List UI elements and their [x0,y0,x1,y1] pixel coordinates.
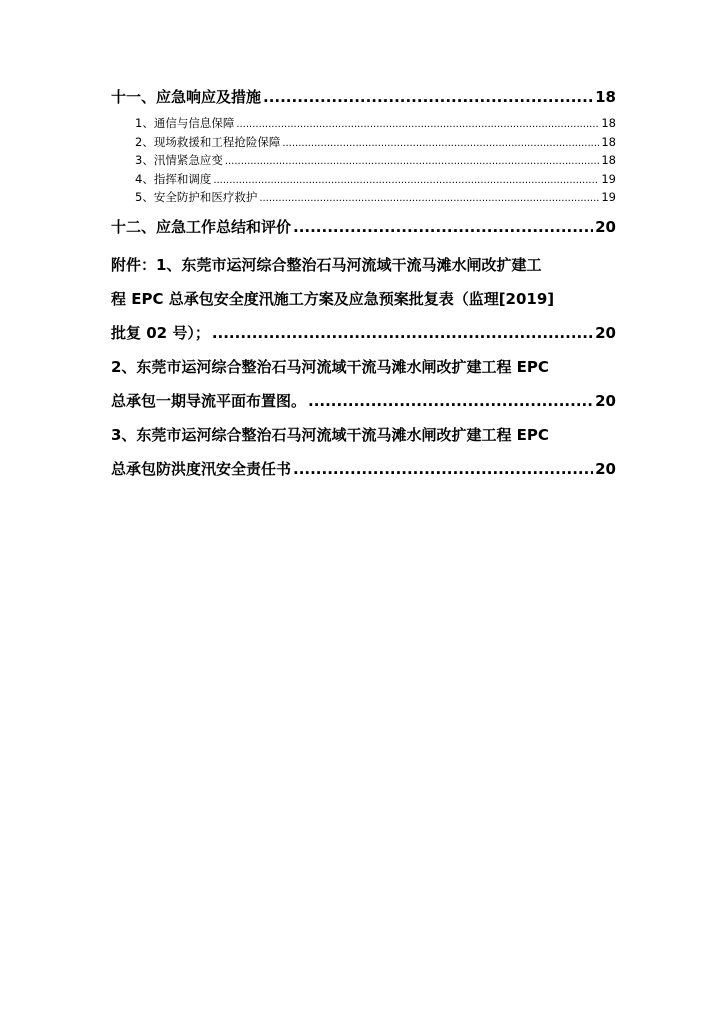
toc-subentry-title: 5、安全防护和医疗救护 [135,190,258,204]
toc-entry-title: 十二、应急工作总结和评价 [111,217,292,236]
toc-entry-title: 十一、应急响应及措施 [111,88,262,106]
toc-attachment-line: 程 EPC 总承包安全度汛施工方案及应急预案批复表（监理[2019] [111,289,555,308]
toc-leader-dots [308,384,593,418]
toc-attachment-last-line [111,384,616,418]
toc-attachment-line: 2、东莞市运河综合整治石马河流域干流马滩水闸改扩建工程 EPC [111,357,549,376]
toc-attachment-line: 总承包一期导流平面布置图。 [111,391,307,410]
toc-leader-dots [282,133,599,154]
toc-attachment-last-line [111,452,616,486]
toc-attachment-line: 附件：1、东莞市运河综合整治石马河流域干流马滩水闸改扩建工 [111,255,542,274]
toc-leader-dots [263,86,593,108]
toc-page-number: 20 [595,459,616,478]
toc-entry-section-12[interactable] [111,216,616,238]
toc-page-number: 18 [595,88,616,106]
toc-subentry[interactable] [111,151,616,170]
toc-page-number: 18 [601,134,616,149]
toc-attachment-line: 总承包防洪度汛安全责任书 [111,459,292,478]
toc-leader-dots [212,316,593,350]
toc-page-number: 20 [595,391,616,410]
toc-subentry[interactable] [111,188,616,207]
toc-attachments [111,248,616,486]
toc-subentry-title: 2、现场救援和工程抢险保障 [135,134,281,149]
toc-subentry-title: 1、通信与信息保障 [135,116,235,130]
toc-page-number: 18 [601,153,616,167]
toc-leader-dots [236,114,599,135]
toc-page-number: 19 [601,171,616,186]
toc-attachment-3[interactable] [111,418,616,486]
toc-subentry-title: 4、指挥和调度 [135,171,212,186]
toc-page-number: 18 [601,116,616,130]
toc-page-number: 20 [595,217,616,236]
toc-sublist-section-11 [111,114,616,207]
toc-subentry[interactable] [111,114,616,133]
toc-attachment-line: 3、东莞市运河综合整治石马河流域干流马滩水闸改扩建工程 EPC [111,425,549,444]
toc-page-number: 19 [601,190,616,204]
toc-attachment-1[interactable] [111,248,616,350]
toc-leader-dots [213,170,599,191]
toc-page-number: 20 [595,323,616,342]
toc-leader-dots [259,188,599,209]
toc-entry-section-11[interactable] [111,86,616,108]
toc-leader-dots [225,151,600,172]
toc-subentry-title: 3、汛情紧急应变 [135,153,223,167]
toc-attachment-last-line [111,316,616,350]
toc-subentry[interactable] [111,133,616,152]
table-of-contents [111,86,616,486]
toc-leader-dots [293,452,593,486]
spacer [111,238,616,248]
toc-attachment-2[interactable] [111,350,616,418]
toc-attachment-line: 批复 02 号）； [111,323,210,342]
toc-leader-dots [293,216,593,238]
toc-subentry[interactable] [111,170,616,189]
